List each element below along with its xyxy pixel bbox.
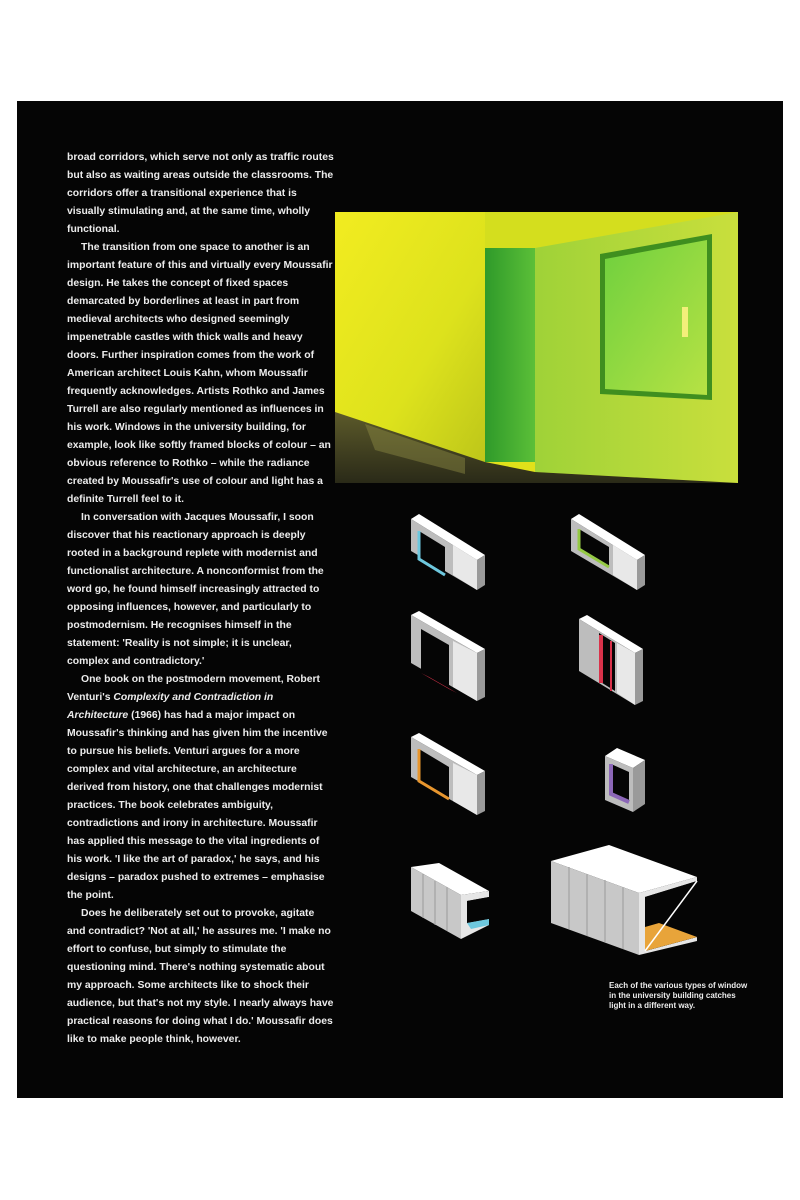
black-spread xyxy=(17,101,783,1098)
window-diagram-8 xyxy=(549,843,699,958)
window-box-icon xyxy=(603,746,648,816)
window-diagram-2 xyxy=(569,511,654,591)
window-box-icon xyxy=(577,613,652,708)
interior-photo-drawing xyxy=(335,212,738,483)
caption-text: Each of the various types of window in the university building catches light in a different way. xyxy=(609,981,748,1010)
book-title: Complexity and Contradiction in Architecture xyxy=(67,692,274,721)
window-diagram-5 xyxy=(409,731,494,816)
article-paragraph-4 xyxy=(67,671,335,905)
article-paragraph-5: Does he deliberately set out to provoke, agitate and contradict? 'Not at all,' he assures me. 'I make no effort to confuse, but simply to stimulate the questioning mind. There's nothing systematic about my approach. Some architects like to shock their audience, but that's not my style. I nearly always have practical reasons for doing what I do.' Moussafir does like to make people think, however. xyxy=(67,908,334,1045)
window-box-icon xyxy=(569,511,654,591)
window-diagram-3 xyxy=(409,609,494,704)
window-diagram-4 xyxy=(577,613,652,708)
paragraph-4-lead: One book on the postmodern movement, Robert Venturi's xyxy=(67,674,320,703)
window-box-icon xyxy=(409,609,494,704)
window-box-icon xyxy=(409,511,494,591)
figure-caption xyxy=(609,981,749,1011)
article-paragraph-3: In conversation with Jacques Moussafir, I soon discover that his reactionary approach is deeply rooted in a background replete with modernist and functionalist architecture. A nonconformist from the word go, he found himself increasingly attracted to opposing influences, however, and particularly to postmodernism. He recognises himself in the statement: 'Reality is not simple; it is unclear, complex and contradictory.' xyxy=(67,512,324,667)
article-paragraph-1: broad corridors, which serve not only as traffic routes but also as waiting areas outside the classrooms. The corridors offer a transitional experience that is visually stimulating and, at the same time, wholly functional. xyxy=(67,152,334,235)
window-diagram-1 xyxy=(409,511,494,591)
window-box-icon xyxy=(409,731,494,816)
window-box-icon xyxy=(549,843,699,958)
article-paragraph-2: The transition from one space to another is an important feature of this and virtually every Moussafir design. He takes the concept of fixed spaces demarcated by borderlines at least in part from medieval architects who designed seemingly impenetrable castles with thick walls and heavy doors. Further inspiration comes from the work of American architect Louis Kahn, whom Moussafir frequently acknowledges. Artists Rothko and James Turrell are also regularly mentioned as influences in his work. Windows in the university building, for example, look like softly framed blocks of colour – an obvious reference to Rothko – while the radiance created by Moussafir's use of colour and light has a definite Turrell feel to it. xyxy=(67,242,333,505)
paragraph-4-rest: (1966) has had a major impact on Moussafir's thinking and has given him the incentive to pursue his beliefs. Venturi argues for a more complex and vital architecture, an architecture derived from history, one that challenges modernist practices. The book celebrates ambiguity, contradictions and irony in architecture. Moussafir has applied this message to the vital ingredients of his work. 'I like the art of paradox,' he says, and his designs – paradox pushed to extremes – emphasise the point. xyxy=(67,710,328,901)
window-box-icon xyxy=(409,861,494,941)
window-diagram-6 xyxy=(603,746,648,816)
window-diagram-7 xyxy=(409,861,494,941)
interior-photo xyxy=(335,212,738,483)
article-body xyxy=(67,149,335,1049)
